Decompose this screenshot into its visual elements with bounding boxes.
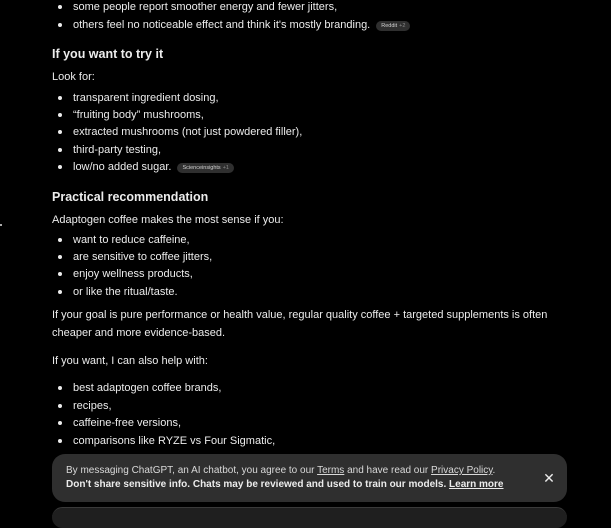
list-item: “fruiting body” mushrooms, bbox=[73, 109, 204, 121]
notice-text: . bbox=[492, 465, 496, 476]
list-item: enjoy wellness products, bbox=[73, 268, 193, 280]
terms-notice bbox=[52, 454, 567, 502]
citation-count: +1 bbox=[222, 165, 229, 171]
list-item bbox=[73, 160, 234, 174]
notice-line-2 bbox=[66, 479, 504, 490]
scroll-marker bbox=[0, 224, 2, 226]
privacy-policy-link[interactable]: Privacy Policy bbox=[431, 465, 493, 476]
list-item: want to reduce caffeine, bbox=[73, 234, 190, 246]
list-item: caffeine-free versions, bbox=[73, 417, 182, 429]
citation-chip[interactable] bbox=[376, 21, 410, 31]
notice-text: and have read our bbox=[344, 465, 432, 476]
list-item-text: low/no added sugar. bbox=[73, 161, 172, 173]
list-item: comparisons like RYZE vs Four Sigmatic, bbox=[73, 435, 276, 447]
section-heading: Practical recommendation bbox=[52, 190, 209, 204]
citation-source: Reddit bbox=[381, 23, 398, 29]
paragraph: If you want, I can also help with: bbox=[52, 355, 208, 367]
list-item: or like the ritual/taste. bbox=[73, 286, 178, 298]
notice-line-1 bbox=[66, 465, 495, 476]
terms-link[interactable]: Terms bbox=[317, 465, 345, 476]
list-item: third-party testing, bbox=[73, 144, 162, 156]
paragraph: Look for: bbox=[52, 71, 95, 83]
notice-warning-text: Don't share sensitive info. Chats may be reviewed and used to train our models. bbox=[66, 479, 450, 490]
list-item: best adaptogen coffee brands, bbox=[73, 382, 222, 394]
list-item: extracted mushrooms (not just powdered filler), bbox=[73, 126, 303, 138]
list-item bbox=[73, 18, 410, 32]
list-item: recipes, bbox=[73, 400, 112, 412]
notice-text: By messaging ChatGPT, an AI chatbot, you agree to our bbox=[66, 465, 318, 476]
section-heading: If you want to try it bbox=[52, 47, 164, 61]
close-icon[interactable]: ✕ bbox=[543, 470, 555, 486]
learn-more-link[interactable]: Learn more bbox=[449, 479, 504, 490]
list-item: some people report smoother energy and fewer jitters, bbox=[73, 1, 338, 13]
list-item-text: others feel no noticeable effect and think it's mostly branding. bbox=[73, 19, 371, 31]
citation-source: Scienceinsights bbox=[182, 165, 221, 171]
citation-chip[interactable] bbox=[177, 163, 234, 173]
message-composer[interactable] bbox=[52, 507, 567, 528]
citation-count: +2 bbox=[399, 23, 406, 29]
list-item: are sensitive to coffee jitters, bbox=[73, 251, 213, 263]
list-item: transparent ingredient dosing, bbox=[73, 92, 219, 104]
paragraph: Adaptogen coffee makes the most sense if you: bbox=[52, 214, 284, 226]
paragraph: If your goal is pure performance or health value, regular quality coffee + targeted supplements is often cheaper and more evidence-based. bbox=[52, 309, 548, 339]
